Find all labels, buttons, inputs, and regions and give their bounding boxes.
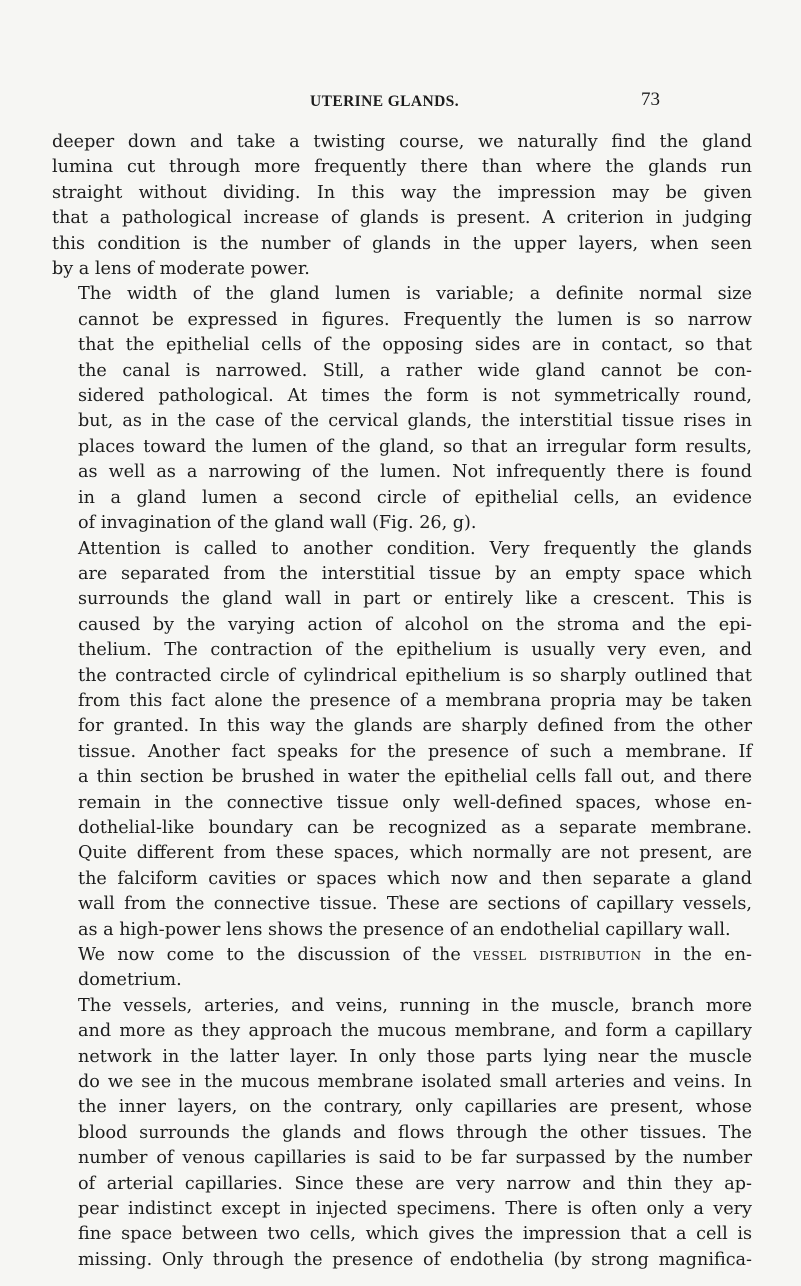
text-line: in a gland lumen a second circle of epithelial cells, an evidence [78,487,752,508]
text-line: that a pathological increase of glands is present. A criterion in judging [52,208,752,229]
text-line: remain in the connective tissue only well-defined spaces, whose en- [78,792,752,813]
text-line: by a lens of moderate power. [52,259,310,280]
text-line: pear indistinct except in injected specimens. There is often only a very [78,1199,752,1220]
text-line: the inner layers, on the contrary, only capillaries are present, whose [78,1097,752,1118]
paragraph [52,943,752,994]
text-line: deeper down and take a twisting course, we naturally find the gland [52,132,752,152]
text-line: as a high-power lens shows the presence of an endothelial capillary wall. [78,919,731,940]
text-line: of arterial capillaries. Since these are very narrow and thin they ap- [78,1173,752,1194]
running-title: UTERINE GLANDS. [310,93,459,110]
paragraph [52,537,752,944]
text-line: the falciform cavities or spaces which now and then separate a gland [78,868,752,889]
text-line: of invagination of the gland wall (Fig. 26, g). [78,513,477,534]
text-line: number of venous capillaries is said to be far surpassed by the number [78,1148,752,1169]
text-line: do we see in the mucous membrane isolated small arteries and veins. In [78,1072,752,1093]
text-run: We now come to the discussion of the [78,945,474,965]
text-line: thelium. The contraction of the epithelium is usually very even, and [78,640,752,661]
text-line: Quite different from these spaces, which normally are not present, are [78,843,752,864]
text-line: dometrium. [78,970,182,991]
text-line: the canal is narrowed. Still, a rather wide gland cannot be con- [78,360,752,381]
text-line: tissue. Another fact speaks for the presence of such a membrane. If [78,741,752,762]
text-line: lumina cut through more frequently there than where the glands run [52,157,752,178]
text-line: The width of the gland lumen is variable; a definite normal size [78,284,752,305]
text-line: cannot be expressed in figures. Frequently the lumen is so narrow [78,309,752,330]
text-line: for granted. In this way the glands are sharply defined from the other [78,716,752,737]
text-line: network in the latter layer. In only those parts lying near the muscle [78,1046,752,1067]
body-text [52,130,752,1273]
running-head [0,89,801,115]
text-line: but, as in the case of the cervical glands, the interstitial tissue rises in [78,411,752,432]
paragraph [52,130,752,282]
paragraph [52,282,752,536]
text-line: that the epithelial cells of the opposing sides are in contact, so that [78,335,752,356]
text-line: surrounds the gland wall in part or entirely like a crescent. This is [78,589,752,610]
text-line: caused by the varying action of alcohol on the stroma and the epi- [78,614,752,635]
text-line: are separated from the interstitial tissue by an empty space which [78,563,752,584]
text-line: this condition is the number of glands in the upper layers, when seen [52,233,752,254]
text-line: the contracted circle of cylindrical epithelium is so sharply outlined that [78,665,752,686]
text-line: The vessels, arteries, and veins, running in the muscle, branch more [78,995,752,1016]
text-line: straight without dividing. In this way the impression may be given [52,182,752,203]
paragraph [52,994,752,1273]
text-line: blood surrounds the glands and flows through the other tissues. The [78,1122,752,1143]
text-line: dothelial-like boundary can be recognized as a separate membrane. [78,817,752,838]
text-line: places toward the lumen of the gland, so that an irregular form results, [78,436,752,457]
small-caps-term: vessel distribution [473,945,642,965]
text-line: missing. Only through the presence of endothelia (by strong magnifica- [78,1249,752,1270]
text-line: a thin section be brushed in water the epithelial cells fall out, and there [78,767,752,788]
page-number: 73 [641,89,660,110]
text-line: and more as they approach the mucous membrane, and form a capillary [78,1021,752,1042]
text-line: as well as a narrowing of the lumen. Not infrequently there is found [78,462,752,483]
text-line: fine space between two cells, which gives the impression that a cell is [78,1224,752,1245]
text-line: Attention is called to another condition. Very frequently the glands [78,538,752,559]
text-line: wall from the connective tissue. These are sections of capillary vessels, [78,894,752,915]
text-line: from this fact alone the presence of a membrana propria may be taken [78,690,752,711]
text-line [52,943,752,968]
text-run: in the en- [641,945,752,965]
text-line: sidered pathological. At times the form is not symmetrically round, [78,386,752,407]
